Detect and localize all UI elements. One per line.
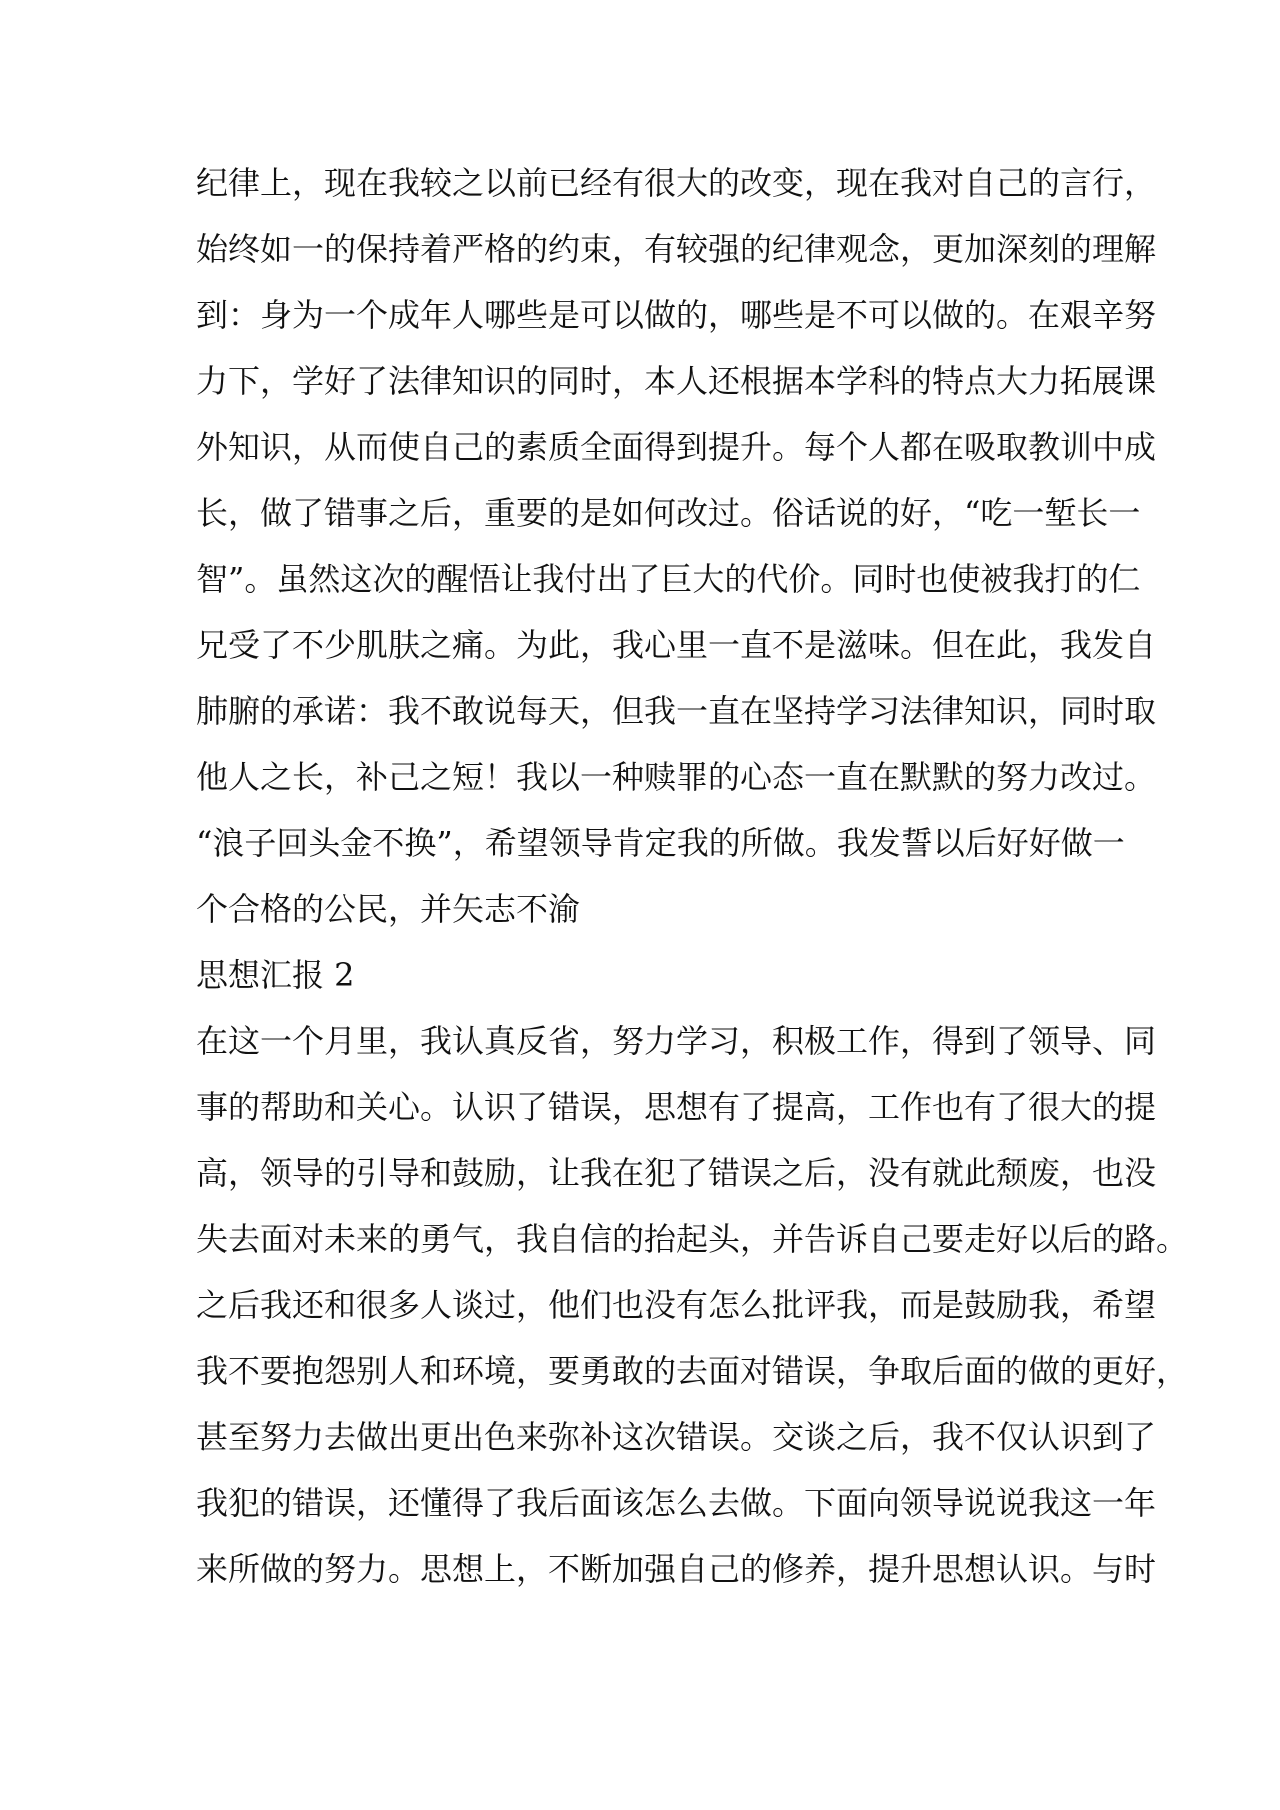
text-line: 事的帮助和关心。认识了错误，思想有了提高，工作也有了很大的提: [196, 1088, 1157, 1126]
text-line: 我不要抱怨别人和环境，要勇敢的去面对错误，争取后面的做的更好，: [196, 1352, 1189, 1390]
text-line: 力下，学好了法律知识的同时，本人还根据本学科的特点大力拓展课: [196, 362, 1157, 400]
text-line: 纪律上，现在我较之以前已经有很大的改变，现在我对自己的言行，: [196, 164, 1157, 202]
text-line: 肺腑的承诺：我不敢说每天，但我一直在坚持学习法律知识，同时取: [196, 692, 1157, 730]
text-line: 他人之长，补己之短！我以一种赎罪的心态一直在默默的努力改过。: [196, 758, 1157, 796]
text-line: 始终如一的保持着严格的约束，有较强的纪律观念，更加深刻的理解: [196, 230, 1157, 268]
text-line: 失去面对未来的勇气，我自信的抬起头，并告诉自己要走好以后的路。: [196, 1220, 1189, 1258]
text-line: 高，领导的引导和鼓励，让我在犯了错误之后，没有就此颓废，也没: [196, 1154, 1157, 1192]
text-line: “浪子回头金不换”，希望领导肯定我的所做。我发誓以后好好做一: [196, 824, 1125, 862]
text-line: 兄受了不少肌肤之痛。为此，我心里一直不是滋味。但在此，我发自: [196, 626, 1157, 664]
document-body: [196, 150, 1189, 1602]
section-heading: 思想汇报 2: [196, 956, 355, 994]
text-line: 长，做了错事之后，重要的是如何改过。俗话说的好，“吃一堑长一: [196, 494, 1141, 532]
text-line: 外知识，从而使自己的素质全面得到提升。每个人都在吸取教训中成: [196, 428, 1157, 466]
text-line: 来所做的努力。思想上，不断加强自己的修养，提升思想认识。与时: [196, 1550, 1157, 1588]
text-line: 甚至努力去做出更出色来弥补这次错误。交谈之后，我不仅认识到了: [196, 1418, 1157, 1456]
text-line: 之后我还和很多人谈过，他们也没有怎么批评我，而是鼓励我，希望: [196, 1286, 1157, 1324]
text-line: 个合格的公民，并矢志不渝: [196, 890, 581, 928]
text-line: 智”。虽然这次的醒悟让我付出了巨大的代价。同时也使被我打的仁: [196, 560, 1141, 598]
text-line: 我犯的错误，还懂得了我后面该怎么去做。下面向领导说说我这一年: [196, 1484, 1157, 1522]
text-line: 在这一个月里，我认真反省，努力学习，积极工作，得到了领导、同: [196, 1022, 1157, 1060]
text-line: 到：身为一个成年人哪些是可以做的，哪些是不可以做的。在艰辛努: [196, 296, 1157, 334]
